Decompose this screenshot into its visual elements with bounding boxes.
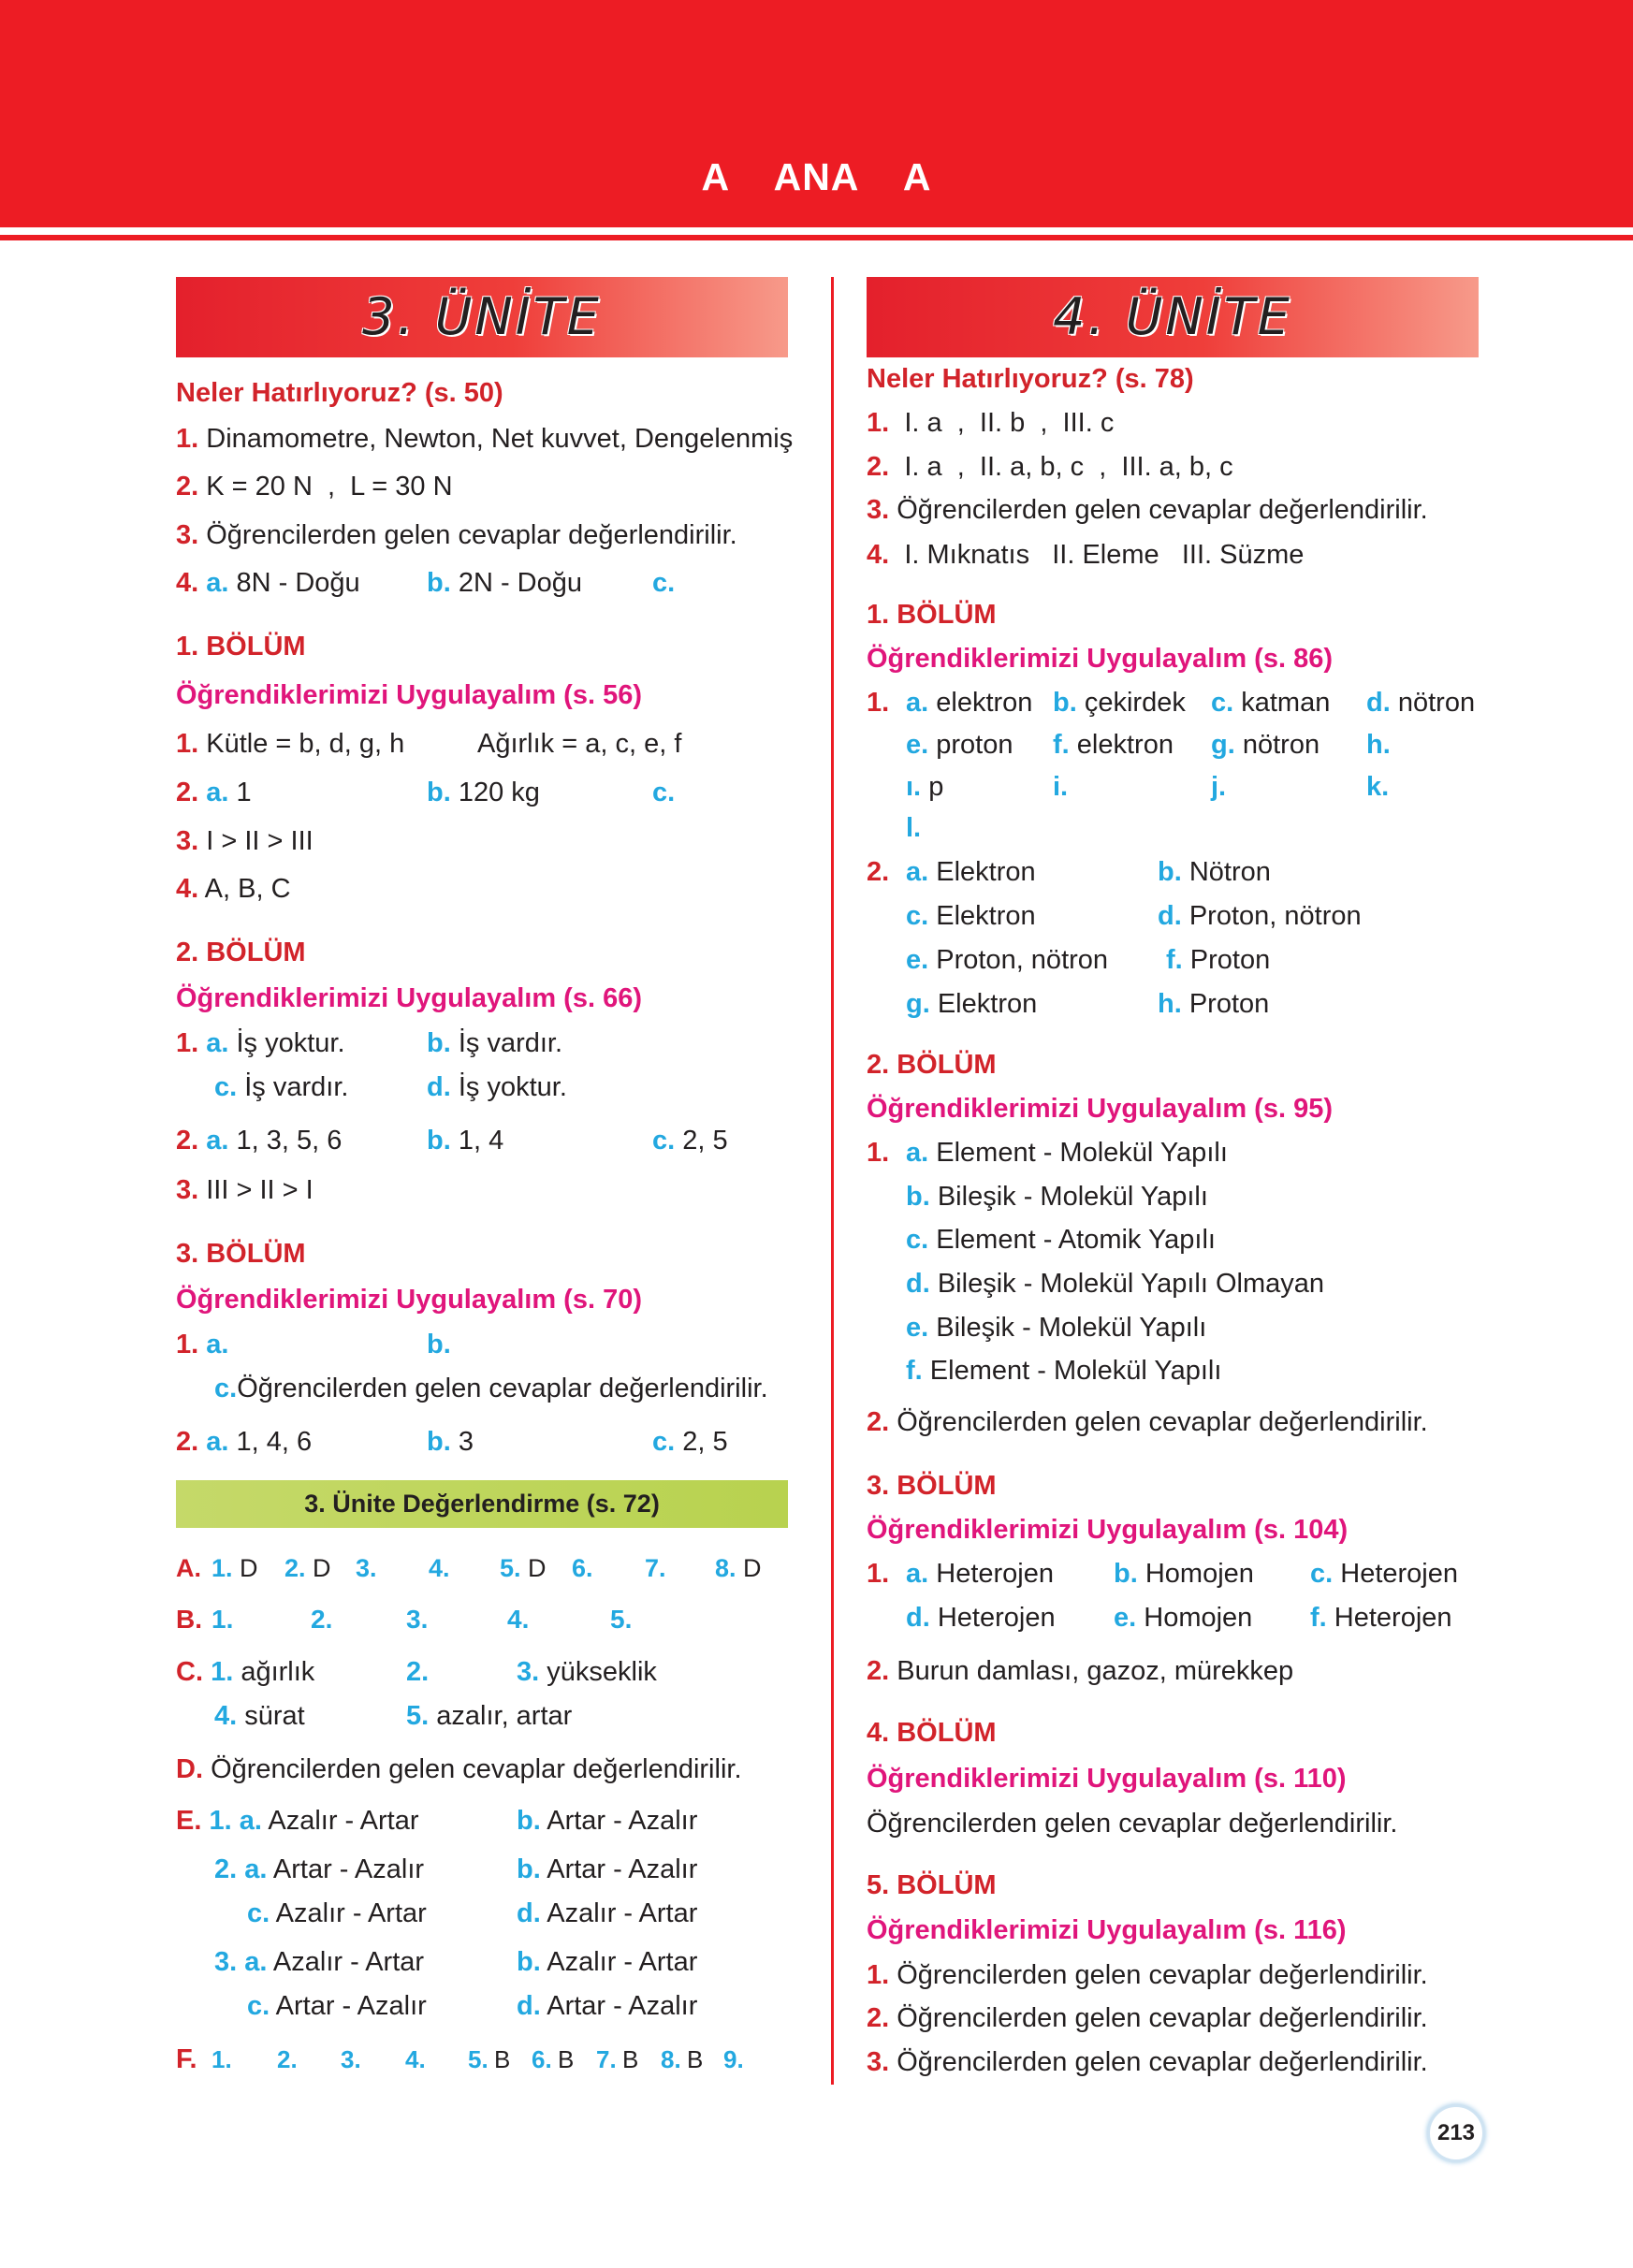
- banner-title: A ANA A: [701, 155, 932, 198]
- list-item-number: 2.: [867, 857, 890, 887]
- evaluation-title: 3. Ünite Değerlendirme (s. 72): [304, 1490, 660, 1518]
- list-item: c.: [652, 568, 676, 598]
- eval-row-d: D. Öğrencilerden gelen cevaplar değerlendirilir.: [176, 1754, 742, 1784]
- list-item: 1. a. İş yoktur.: [176, 1028, 345, 1058]
- eval-row-c-item: 5. azalır, artar: [406, 1701, 573, 1731]
- right-b1-heading: 1. BÖLÜM: [867, 600, 997, 630]
- right-b3-heading: 3. BÖLÜM: [867, 1471, 997, 1501]
- list-item: d. nötron: [1366, 688, 1476, 718]
- left-b3-heading: 3. BÖLÜM: [176, 1239, 306, 1269]
- list-item: c. katman: [1211, 688, 1331, 718]
- list-item: b. İş vardır.: [427, 1028, 563, 1058]
- left-b2-subheading: Öğrendiklerimizi Uygulayalım (s. 66): [176, 983, 642, 1013]
- list-item: d. İş yoktur.: [427, 1072, 567, 1102]
- list-item: 1. Dinamometre, Newton, Net kuvvet, Dengelenmiş: [176, 424, 794, 454]
- list-item: c. 2, 5: [652, 1427, 728, 1457]
- eval-row-c-item: 3. yükseklik: [517, 1657, 657, 1687]
- list-item: c. 2, 5: [652, 1126, 728, 1156]
- list-item: 3. Öğrencilerden gelen cevaplar değerlendirilir.: [867, 2047, 1428, 2077]
- list-item: b. Bileşik - Molekül Yapılı: [906, 1182, 1208, 1212]
- list-item: l.: [906, 813, 922, 843]
- list-item: j.: [1211, 772, 1227, 802]
- eval-row-e-item: b. Artar - Azalır: [517, 1806, 698, 1836]
- list-item: Öğrencilerden gelen cevaplar değerlendirilir.: [867, 1809, 1398, 1839]
- list-item: Ağırlık = a, c, e, f: [477, 729, 682, 759]
- eval-row-e-item: d. Azalır - Artar: [517, 1898, 698, 1928]
- list-item: f. Proton: [1166, 945, 1271, 975]
- left-s1-heading: Neler Hatırlıyoruz? (s. 50): [176, 378, 503, 408]
- list-item: 4. a. 8N - Doğu: [176, 568, 360, 598]
- list-item: 4. A, B, C: [176, 874, 291, 904]
- list-item: 3. I > II > III: [176, 826, 313, 856]
- list-item: 2. a. 1, 3, 5, 6: [176, 1126, 343, 1156]
- list-item: d. Proton, nötron: [1158, 901, 1362, 931]
- list-item: 1. Kütle = b, d, g, h: [176, 729, 405, 759]
- unit-4-header: [867, 277, 1479, 357]
- banner-stripe-red: [0, 235, 1633, 240]
- list-item: a. elektron: [906, 688, 1033, 718]
- list-item: 3. Öğrencilerden gelen cevaplar değerlendirilir.: [176, 520, 737, 550]
- list-item: d. Heterojen: [906, 1603, 1056, 1633]
- list-item: k.: [1366, 772, 1390, 802]
- list-item: f. Heterojen: [1310, 1603, 1452, 1633]
- list-item: h. Proton: [1158, 989, 1270, 1019]
- list-item: a. Elektron: [906, 857, 1036, 887]
- eval-row-e-item: d. Artar - Azalır: [517, 1991, 698, 2021]
- list-item: e. proton: [906, 730, 1013, 760]
- eval-row-a: A. 1. D 2. D 3. 4. 5. D 6. 7. 8. D: [176, 1554, 762, 1582]
- unit-3-header: [176, 277, 788, 357]
- eval-row-c-item: 4. sürat: [214, 1701, 305, 1731]
- list-item: 4. I. Mıknatıs II. Eleme III. Süzme: [867, 540, 1305, 570]
- left-b2-heading: 2. BÖLÜM: [176, 938, 306, 967]
- list-item: 2. Burun damlası, gazoz, mürekkep: [867, 1656, 1294, 1686]
- list-item: e. Homojen: [1114, 1603, 1253, 1633]
- eval-row-e: E. 1. a. Azalır - Artar: [176, 1806, 419, 1836]
- right-s1-heading: Neler Hatırlıyoruz? (s. 78): [867, 364, 1194, 394]
- list-item: b. 120 kg: [427, 778, 540, 807]
- list-item: 3. Öğrencilerden gelen cevaplar değerlendirilir.: [867, 495, 1428, 525]
- list-item: f. elektron: [1053, 730, 1174, 760]
- list-item: g. Elektron: [906, 989, 1038, 1019]
- eval-row-e-item: b. Artar - Azalır: [517, 1854, 698, 1884]
- list-item: b. 1, 4: [427, 1126, 504, 1156]
- list-item: c. İş vardır.: [214, 1072, 349, 1102]
- page-number: 213: [1427, 2104, 1485, 2162]
- list-item: c.Öğrencilerden gelen cevaplar değerlendirilir.: [214, 1374, 768, 1403]
- eval-row-f: F. 1. 2. 3. 4. 5. B 6. B 7. B 8. B 9.: [176, 2044, 744, 2074]
- list-item: a. Heterojen: [906, 1559, 1054, 1589]
- eval-row-e-item: c. Artar - Azalır: [247, 1991, 427, 2021]
- list-item: c. Elektron: [906, 901, 1036, 931]
- list-item: b.: [427, 1330, 451, 1359]
- right-b4-heading: 4. BÖLÜM: [867, 1718, 997, 1748]
- list-item: c.: [652, 778, 676, 807]
- list-item: b. Nötron: [1158, 857, 1271, 887]
- eval-row-c-item: 2.: [406, 1657, 430, 1687]
- right-b1-subheading: Öğrendiklerimizi Uygulayalım (s. 86): [867, 644, 1333, 674]
- eval-row-b: B. 1. 2. 3. 4. 5.: [176, 1605, 633, 1634]
- unit-3-title: 3. ÜNİTE: [362, 287, 602, 346]
- list-item: ı. p: [906, 772, 944, 802]
- column-divider: [831, 277, 834, 2085]
- list-item: 1. a.: [176, 1330, 229, 1359]
- list-item: 3. III > II > I: [176, 1175, 313, 1205]
- right-b5-heading: 5. BÖLÜM: [867, 1870, 997, 1900]
- list-item: a. Element - Molekül Yapılı: [906, 1138, 1228, 1168]
- eval-row-e-item: b. Azalır - Artar: [517, 1947, 698, 1977]
- list-item: i.: [1053, 772, 1069, 802]
- list-item-number: 1.: [867, 1138, 890, 1168]
- left-b3-subheading: Öğrendiklerimizi Uygulayalım (s. 70): [176, 1285, 642, 1315]
- right-b3-subheading: Öğrendiklerimizi Uygulayalım (s. 104): [867, 1515, 1349, 1545]
- list-item: b. 2N - Doğu: [427, 568, 583, 598]
- list-item: 2. Öğrencilerden gelen cevaplar değerlendirilir.: [867, 1407, 1428, 1437]
- list-item: 2. a. 1, 4, 6: [176, 1427, 313, 1457]
- list-item: c. Element - Atomik Yapılı: [906, 1225, 1216, 1255]
- list-item: g. nötron: [1211, 730, 1320, 760]
- list-item: 1. Öğrencilerden gelen cevaplar değerlendirilir.: [867, 1960, 1428, 1990]
- eval-row-e-item: 3. a. Azalır - Artar: [214, 1947, 425, 1977]
- list-item-number: 1.: [867, 1559, 890, 1589]
- list-item: 2. Öğrencilerden gelen cevaplar değerlendirilir.: [867, 2003, 1428, 2033]
- list-item: b. Homojen: [1114, 1559, 1254, 1589]
- banner-stripe-white: [0, 227, 1633, 235]
- eval-row-c: C. 1. ağırlık: [176, 1657, 315, 1687]
- evaluation-bar: [176, 1480, 788, 1528]
- eval-row-e-item: 2. a. Artar - Azalır: [214, 1854, 425, 1884]
- right-b5-subheading: Öğrendiklerimizi Uygulayalım (s. 116): [867, 1915, 1347, 1945]
- list-item: 1. I. a , II. b , III. c: [867, 408, 1115, 438]
- list-item: 2. I. a , II. a, b, c , III. a, b, c: [867, 452, 1233, 482]
- list-item: b. çekirdek: [1053, 688, 1186, 718]
- unit-4-title: 4. ÜNİTE: [1053, 287, 1292, 346]
- list-item-number: 1.: [867, 688, 890, 718]
- list-item: e. Bileşik - Molekül Yapılı: [906, 1313, 1207, 1343]
- left-b1-heading: 1. BÖLÜM: [176, 632, 306, 662]
- list-item: e. Proton, nötron: [906, 945, 1109, 975]
- left-b1-subheading: Öğrendiklerimizi Uygulayalım (s. 56): [176, 680, 642, 710]
- list-item: f. Element - Molekül Yapılı: [906, 1356, 1222, 1386]
- list-item: 2. K = 20 N , L = 30 N: [176, 472, 453, 502]
- list-item: b. 3: [427, 1427, 474, 1457]
- list-item: d. Bileşik - Molekül Yapılı Olmayan: [906, 1269, 1324, 1299]
- eval-row-e-item: c. Azalır - Artar: [247, 1898, 427, 1928]
- right-b2-subheading: Öğrendiklerimizi Uygulayalım (s. 95): [867, 1094, 1333, 1124]
- right-b4-subheading: Öğrendiklerimizi Uygulayalım (s. 110): [867, 1764, 1347, 1794]
- list-item: h.: [1366, 730, 1391, 760]
- right-b2-heading: 2. BÖLÜM: [867, 1050, 997, 1080]
- list-item: 2. a. 1: [176, 778, 252, 807]
- list-item: c. Heterojen: [1310, 1559, 1458, 1589]
